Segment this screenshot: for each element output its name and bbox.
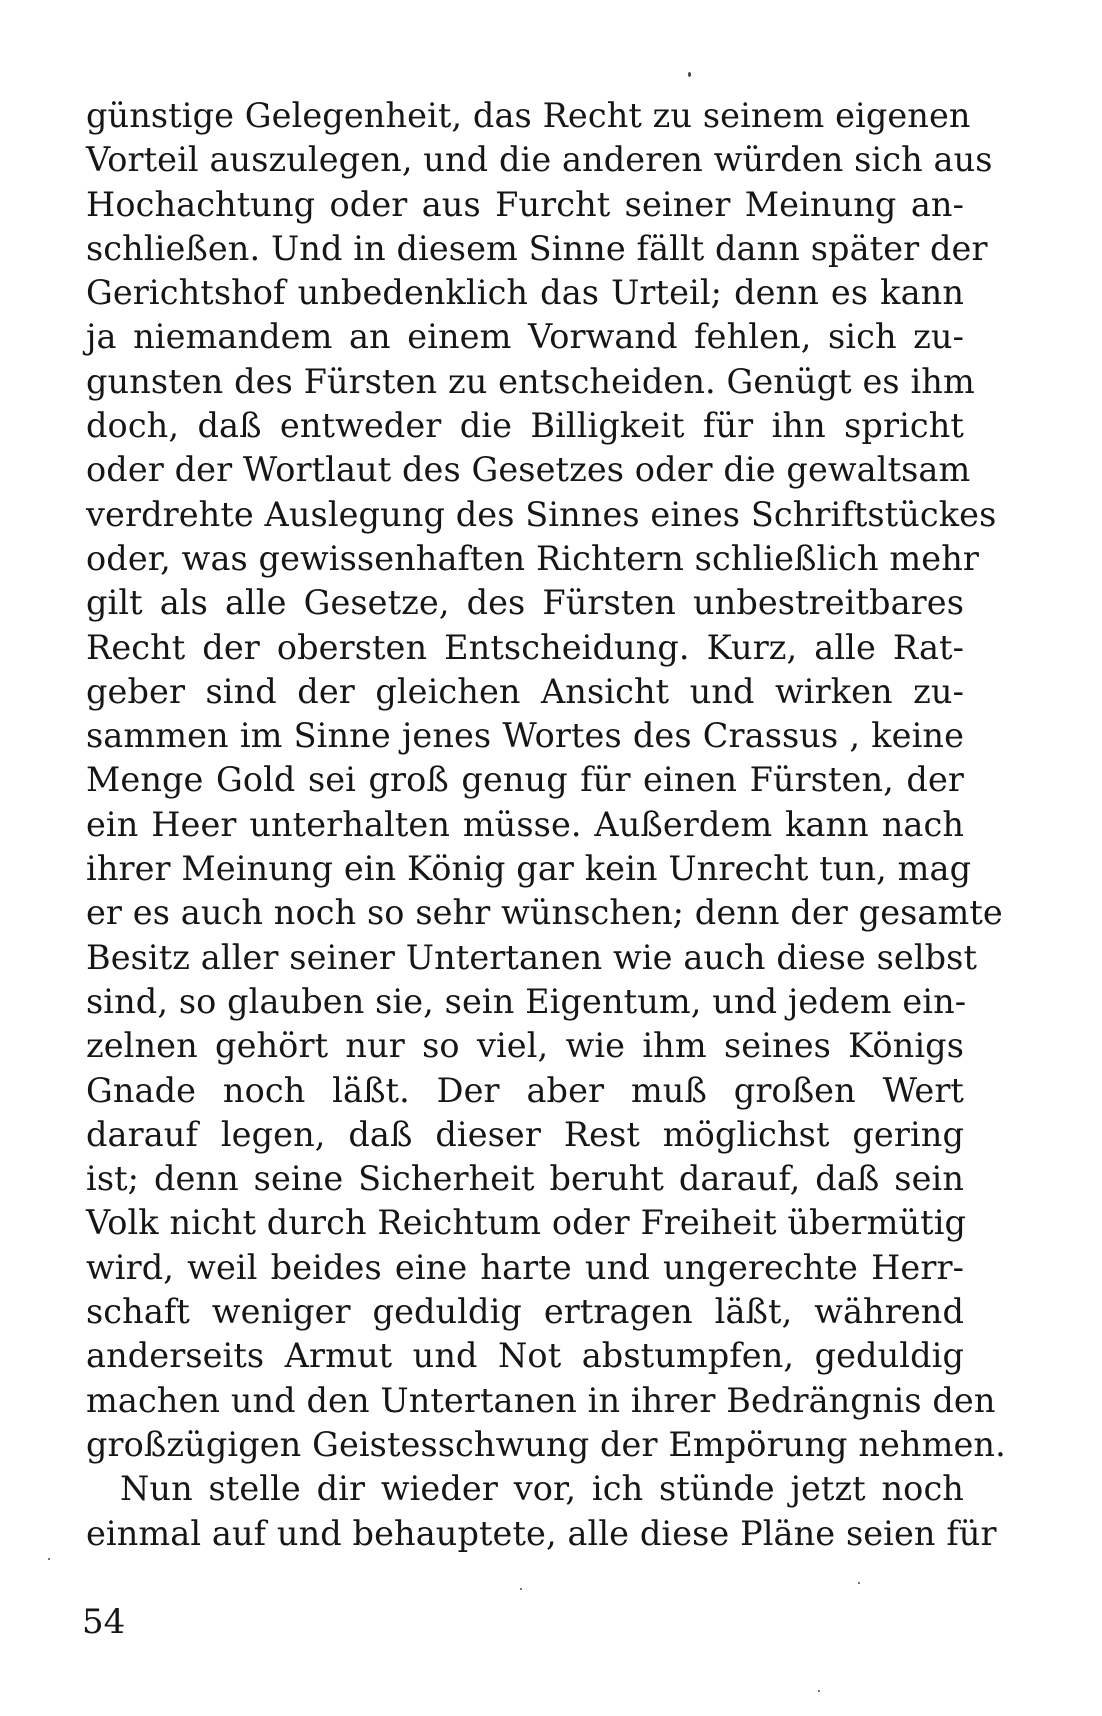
print-speck [520,1588,522,1590]
text-line: gilt als alle Gesetze, des Fürsten unbestreitbares [86,583,964,623]
text-line: sammen im Sinne jenes Wortes des Crassus , keine [86,716,964,756]
text-line: Vorteil auszulegen, und die anderen würden sich aus [86,140,993,180]
text-line: machen und den Untertanen in ihrer Bedrängnis den [86,1380,996,1420]
body-text [86,94,1006,1556]
text-line: Besitz aller seiner Untertanen wie auch diese selbst [86,937,978,977]
text-line: Gnade noch läßt. Der aber muß großen Wert [86,1070,964,1110]
text-line: ein Heer unterhalten müsse. Außerdem kann nach [86,804,964,844]
text-line: Recht der obersten Entscheidung. Kurz, alle Rat- [86,627,964,667]
text-line: geber sind der gleichen Ansicht und wirken zu- [86,671,964,711]
text-line: Gerichtshof unbedenklich das Urteil; denn es kann [86,273,964,313]
text-line: ja niemandem an einem Vorwand fehlen, sich zu- [86,317,964,357]
text-line: einmal auf und behauptete, alle diese Pläne seien für [86,1513,997,1553]
text-line: schließen. Und in diesem Sinne fällt dann später der [86,228,988,268]
text-line: oder der Wortlaut des Gesetzes oder die gewaltsam [86,450,971,490]
text-line: zelnen gehört nur so viel, wie ihm seines Königs [86,1026,964,1066]
paragraph-end-line: großzügigen Geistesschwung der Empörung nehmen. [86,1424,1006,1464]
text-line: doch, daß entweder die Billigkeit für ihn spricht [86,406,964,446]
text-line: günstige Gelegenheit, das Recht zu seinem eigenen [86,96,971,135]
text-line: Volk nicht durch Reichtum oder Freiheit übermütig [86,1203,967,1243]
text-line: ist; denn seine Sicherheit beruht darauf, daß sein [86,1159,964,1199]
paragraph-start-line: Nun stelle dir wieder vor, ich stünde jetzt noch [120,1469,964,1509]
text-line: ihrer Meinung ein König gar kein Unrecht tun, mag [86,849,972,889]
text-line: er es auch noch so sehr wünschen; denn der gesamte [86,893,1003,933]
page-number: 54 [82,1602,126,1642]
text-line: oder, was gewissenhaften Richtern schließlich mehr [86,538,980,578]
text-line: gunsten des Fürsten zu entscheiden. Genügt es ihm [86,361,975,401]
text-line: schaft weniger geduldig ertragen läßt, während [86,1292,964,1332]
print-speck [858,1582,860,1584]
print-speck [48,1558,50,1560]
text-line: Hochachtung oder aus Furcht seiner Meinung an- [86,184,964,224]
text-line: Menge Gold sei groß genug für einen Fürsten, der [86,760,964,800]
text-line: verdrehte Auslegung des Sinnes eines Schriftstückes [86,494,997,534]
text-line: sind, so glauben sie, sein Eigentum, und jedem ein- [86,981,967,1021]
text-line: wird, weil beides eine harte und ungerechte Herr- [86,1247,964,1287]
print-speck [818,1690,820,1692]
print-speck [688,72,691,77]
text-line: darauf legen, daß dieser Rest möglichst gering [86,1114,964,1154]
text-line: anderseits Armut und Not abstumpfen, geduldig [86,1336,964,1376]
